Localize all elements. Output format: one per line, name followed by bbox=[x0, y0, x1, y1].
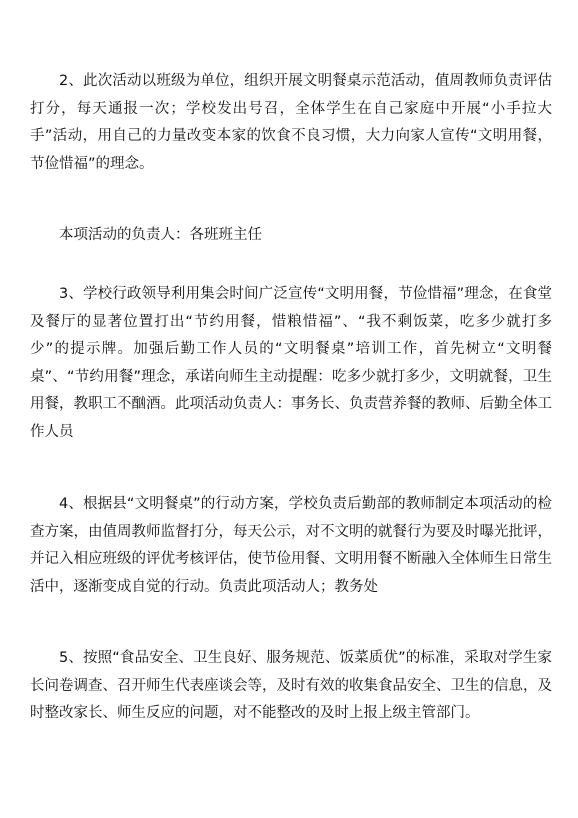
paragraph-item-4: 4、根据县“文明餐桌”的行动方案，学校负责后勤部的教师制定本项活动的检查方案，由值周教师监督打分，每天公示，对不文明的就餐行为要及时曝光批评，并记入相应班级的评优考核评估，使节俭用餐、文明用餐不断融入全体师生日常生活中，逐渐变成自觉的行动。负责此项活动人；教务处 bbox=[30, 496, 552, 595]
paragraph-item-3: 3、学校行政领导利用集会时间广泛宣传“文明用餐，节俭惜福”理念，在食堂及餐厅的显著位置打出“节约用餐，惜粮惜福”、“我不剩饭菜，吃多少就打多少”的提示牌。加强后勤工作人员的“文明餐桌”培训工作，首先树立“文明餐桌”、“节约用餐”理念，承诺向师生主动提醒：吃多少就打多少，文明就餐，卫生用餐，教职工不酗酒。此项活动负责人：事务长、负责营养餐的教师、后勤全体工作人员 bbox=[30, 286, 552, 440]
paragraph-item-5: 5、按照“食品安全、卫生良好、服务规范、饭菜质优”的标准，采取对学生家长问卷调查、召开师生代表座谈会等，及时有效的收集食品安全、卫生的信息，及时整改家长、师生反应的问题，对不能整改的及时上报上级主管部门。 bbox=[30, 650, 552, 721]
paragraph-item-2: 2、此次活动以班级为单位，组织开展文明餐桌示范活动，值周教师负责评估打分，每天通报一次；学校发出号召，全体学生在自己家庭中开展“小手拉大手”活动，用自己的力量改变本家的饮食不良习惯，大力向家人宣传“文明用餐，节俭惜福”的理念。 bbox=[30, 73, 552, 172]
paragraph-responsible-person: 本项活动的负责人：各班班主任 bbox=[59, 227, 262, 243]
